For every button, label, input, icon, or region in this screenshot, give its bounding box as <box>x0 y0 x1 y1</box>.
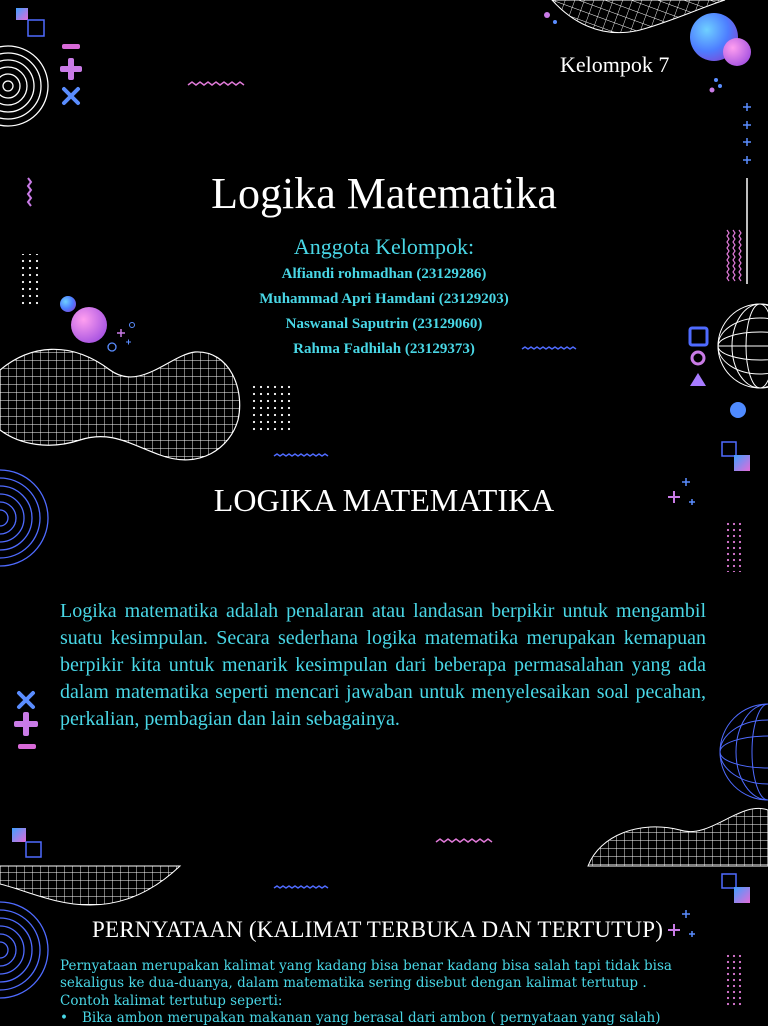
members-heading: Anggota Kelompok: <box>293 234 475 259</box>
section-title: LOGIKA MATEMATIKA <box>213 482 555 518</box>
example-text: Bika ambon merupakan makanan yang berasal dari ambon ( pernyataan yang salah) <box>82 1010 661 1026</box>
dot-grid-icon <box>252 384 292 432</box>
cross-icon <box>64 89 78 103</box>
member-item: Naswanal Saputrin (23129060) <box>285 316 483 332</box>
plus-icon <box>60 44 82 80</box>
body-paragraph: Logika matematika adalah penalaran atau landasan berpikir untuk mengambil suatu kesimpulan. Secara sederhana logika matematika merupakan kemapuan berpikir kita untuk menarik kesimpulan dari beberapa permasalahan yang ada dalam matematika seperti mencari jawaban untuk menyelesaikan soal pecahan, perkalian, pembagian dan lain sebagainya. <box>60 600 706 730</box>
member-item: Rahma Fadhilah (23129373) <box>293 341 475 357</box>
wireframe-wave-icon <box>588 808 768 866</box>
bullet-icon: • <box>60 1010 68 1026</box>
example-intro: Contoh kalimat tertutup seperti: <box>60 993 283 1009</box>
page-title: Logika Matematika <box>211 169 557 218</box>
triangle-icon <box>690 373 706 386</box>
wireframe-wave-icon <box>0 349 240 460</box>
member-item: Muhammad Apri Hamdani (23129203) <box>259 291 509 307</box>
member-item: Alfiandi rohmadhan (23129286) <box>281 266 487 282</box>
group-label: Kelompok 7 <box>560 52 670 77</box>
concentric-circles-icon <box>0 46 48 126</box>
subsection-title: PERNYATAAN (KALIMAT TERBUKA DAN TERTUTUP) <box>92 917 664 942</box>
zigzag-icon <box>188 82 244 85</box>
subsection-paragraph: Pernyataan merupakan kalimat yang kadang bisa benar kadang bisa salah tapi tidak bisa sekaligus ke dua-duanya, dalam matematika sering disebut dengan kalimat tertutup . <box>60 958 672 991</box>
square-icon <box>16 8 44 36</box>
wireframe-wave-icon <box>0 866 180 905</box>
plus-icon <box>743 103 751 164</box>
gradient-sphere-icon <box>723 38 751 66</box>
